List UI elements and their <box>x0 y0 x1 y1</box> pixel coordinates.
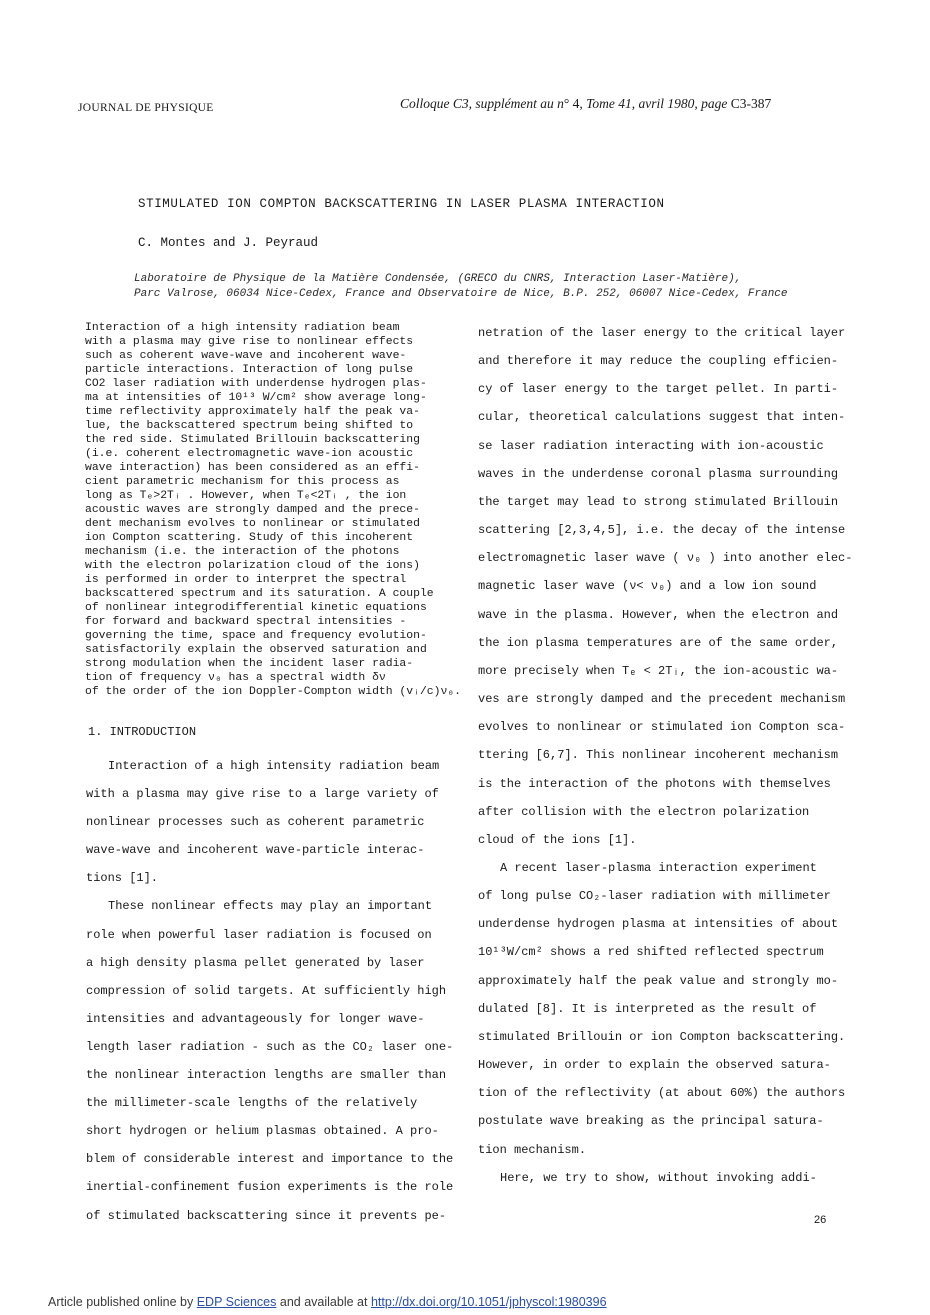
text-line: ves are strongly damped and the precedent mechanism <box>478 692 846 707</box>
text-line: waves in the underdense coronal plasma surrounding <box>478 466 839 481</box>
text-line: electromagnetic laser wave ( ν₀ ) into another elec- <box>478 551 853 566</box>
publication-footer <box>48 1295 607 1309</box>
text-line: underdense hydrogen plasma at intensities of about <box>478 917 839 932</box>
section-heading: 1. INTRODUCTION <box>88 725 197 739</box>
abstract-line: strong modulation when the incident laser radia- <box>85 658 414 670</box>
text-line: the target may lead to strong stimulated Brillouin <box>478 494 839 509</box>
footer-middle: and available at <box>279 1295 368 1309</box>
text-line: blem of considerable interest and importance to the <box>86 1152 454 1167</box>
text-line: postulate wave breaking as the principal satura- <box>478 1114 824 1129</box>
abstract-line: ion Compton scattering. Study of this incoherent <box>85 532 414 544</box>
journal-name: JOURNAL DE PHYSIQUE <box>78 102 214 114</box>
abstract-line: with a plasma may give rise to nonlinear effects <box>85 336 414 348</box>
text-line: se laser radiation interacting with ion-acoustic <box>478 438 824 453</box>
text-line: stimulated Brillouin or ion Compton backscattering. <box>478 1029 846 1044</box>
abstract-line: tion of frequency ν₀ has a spectral width δν <box>85 672 386 684</box>
text-line: 10¹³W/cm² shows a red shifted reflected spectrum <box>478 945 824 960</box>
text-line: nonlinear processes such as coherent parametric <box>86 815 425 830</box>
affiliation-line: Parc Valrose, 06034 Nice-Cedex, France and Observatoire de Nice, B.P. 252, 06007 Nice-Cedex, France <box>134 288 788 300</box>
abstract-line: ma at intensities of 10¹³ W/cm² show average long- <box>85 392 427 404</box>
text-line: cloud of the ions [1]. <box>478 832 637 847</box>
abstract-line: lue, the backscattered spectrum being shifted to <box>85 420 414 432</box>
abstract-line: wave interaction) has been considered as an effi- <box>85 462 420 474</box>
abstract-line: long as Tₑ>2Tᵢ . However, when Tₑ<2Tᵢ , the ion <box>85 490 407 502</box>
text-line: However, in order to explain the observed satura- <box>478 1058 831 1073</box>
text-line: ttering [6,7]. This nonlinear incoherent mechanism <box>478 748 839 763</box>
text-line: scattering [2,3,4,5], i.e. the decay of the intense <box>478 523 846 538</box>
abstract-line: is performed in order to interpret the spectral <box>85 574 407 586</box>
colloque-volume: Tome 41, avril 1980, page <box>586 96 728 111</box>
text-line: approximately half the peak value and strongly mo- <box>478 973 839 988</box>
text-line: tion of the reflectivity (at about 60%) the authors <box>478 1086 846 1101</box>
paper-authors: C. Montes and J. Peyraud <box>138 236 319 250</box>
page-reference: C3-387 <box>730 96 772 111</box>
affiliation-line: Laboratoire de Physique de la Matière Condensée, (GRECO du CNRS, Interaction Laser-Matière), <box>134 273 742 285</box>
abstract-line: satisfactorily explain the observed saturation and <box>85 644 427 656</box>
abstract-line: CO2 laser radiation with underdense hydrogen plas- <box>85 378 427 390</box>
issue-reference <box>400 96 771 112</box>
text-line: the millimeter-scale lengths of the relatively <box>86 1096 418 1111</box>
text-line: with a plasma may give rise to a large variety of <box>86 787 439 802</box>
footer-prefix: Article published online by <box>48 1295 194 1309</box>
text-line: A recent laser-plasma interaction experiment <box>500 860 817 875</box>
text-line: short hydrogen or helium plasmas obtained. A pro- <box>86 1124 439 1139</box>
colloque-prefix: Colloque C3, supplément au n <box>400 96 564 111</box>
publisher-link[interactable]: EDP Sciences <box>196 1295 277 1309</box>
text-line: tion mechanism. <box>478 1142 587 1157</box>
abstract-line: of nonlinear integrodifferential kinetic equations <box>85 602 427 614</box>
paper-title: STIMULATED ION COMPTON BACKSCATTERING IN LASER PLASMA INTERACTION <box>138 197 665 211</box>
left-column-body <box>86 752 456 1230</box>
text-line: cular, theoretical calculations suggest that inten- <box>478 410 846 425</box>
text-line: wave-wave and incoherent wave-particle interac- <box>86 843 425 858</box>
abstract-line: mechanism (i.e. the interaction of the photons <box>85 546 400 558</box>
text-line: more precisely when Tₑ < 2Tᵢ, the ion-acoustic wa- <box>478 663 839 678</box>
page-number: 26 <box>814 1214 827 1226</box>
text-line: of long pulse CO₂-laser radiation with millimeter <box>478 889 831 904</box>
text-line: These nonlinear effects may play an important <box>108 899 433 914</box>
text-line: wave in the plasma. However, when the electron and <box>478 607 839 622</box>
abstract-line: Interaction of a high intensity radiation beam <box>85 322 400 334</box>
text-line: and therefore it may reduce the coupling efficien- <box>478 354 839 369</box>
text-line: length laser radiation - such as the CO₂ laser one- <box>86 1039 454 1054</box>
text-line: compression of solid targets. At sufficiently high <box>86 983 447 998</box>
text-line: the ion plasma temperatures are of the same order, <box>478 635 839 650</box>
text-line: dulated [8]. It is interpreted as the result of <box>478 1001 817 1016</box>
text-line: inertial-confinement fusion experiments is the role <box>86 1180 454 1195</box>
doi-link[interactable]: http://dx.doi.org/10.1051/jphyscol:1980396 <box>370 1295 607 1309</box>
text-line: Interaction of a high intensity radiation beam <box>108 759 440 773</box>
abstract-line: backscattered spectrum and its saturation. A couple <box>85 588 434 600</box>
right-column-body <box>478 319 853 1192</box>
text-line: cy of laser energy to the target pellet. In parti- <box>478 382 839 397</box>
text-line: netration of the laser energy to the critical layer <box>478 326 846 340</box>
abstract-line: for forward and backward spectral intensities - <box>85 616 407 628</box>
abstract-line: (i.e. coherent electromagnetic wave-ion acoustic <box>85 448 414 460</box>
text-line: is the interaction of the photons with themselves <box>478 776 831 791</box>
text-line: after collision with the electron polarization <box>478 804 810 819</box>
abstract-line: the red side. Stimulated Brillouin backscattering <box>85 434 420 446</box>
abstract-line: time reflectivity approximately half the peak va- <box>85 406 420 418</box>
abstract-line: cient parametric mechanism for this process as <box>85 476 400 488</box>
abstract-line: with the electron polarization cloud of the ions) <box>85 560 420 572</box>
affiliation <box>134 272 788 302</box>
abstract <box>85 321 461 699</box>
abstract-line: such as coherent wave-wave and incoherent wave- <box>85 350 407 362</box>
text-line: a high density plasma pellet generated by laser <box>86 955 425 970</box>
text-line: tions [1]. <box>86 871 159 886</box>
text-line: the nonlinear interaction lengths are smaller than <box>86 1068 447 1083</box>
text-line: evolves to nonlinear or stimulated ion Compton sca- <box>478 720 846 735</box>
abstract-line: dent mechanism evolves to nonlinear or stimulated <box>85 518 420 530</box>
text-line: magnetic laser wave (ν< ν₀) and a low ion sound <box>478 579 817 594</box>
abstract-line: of the order of the ion Doppler-Compton width (vᵢ/c)ν₀. <box>85 686 461 698</box>
text-line: intensities and advantageously for longer wave- <box>86 1011 425 1026</box>
text-line: role when powerful laser radiation is focused on <box>86 927 432 942</box>
text-line: of stimulated backscattering since it prevents pe- <box>86 1208 447 1223</box>
colloque-number: ° 4, <box>563 96 583 111</box>
abstract-line: governing the time, space and frequency evolution- <box>85 630 427 642</box>
abstract-line: particle interactions. Interaction of long pulse <box>85 364 414 376</box>
abstract-line: acoustic waves are strongly damped and the prece- <box>85 504 420 516</box>
text-line: Here, we try to show, without invoking addi- <box>500 1170 817 1185</box>
